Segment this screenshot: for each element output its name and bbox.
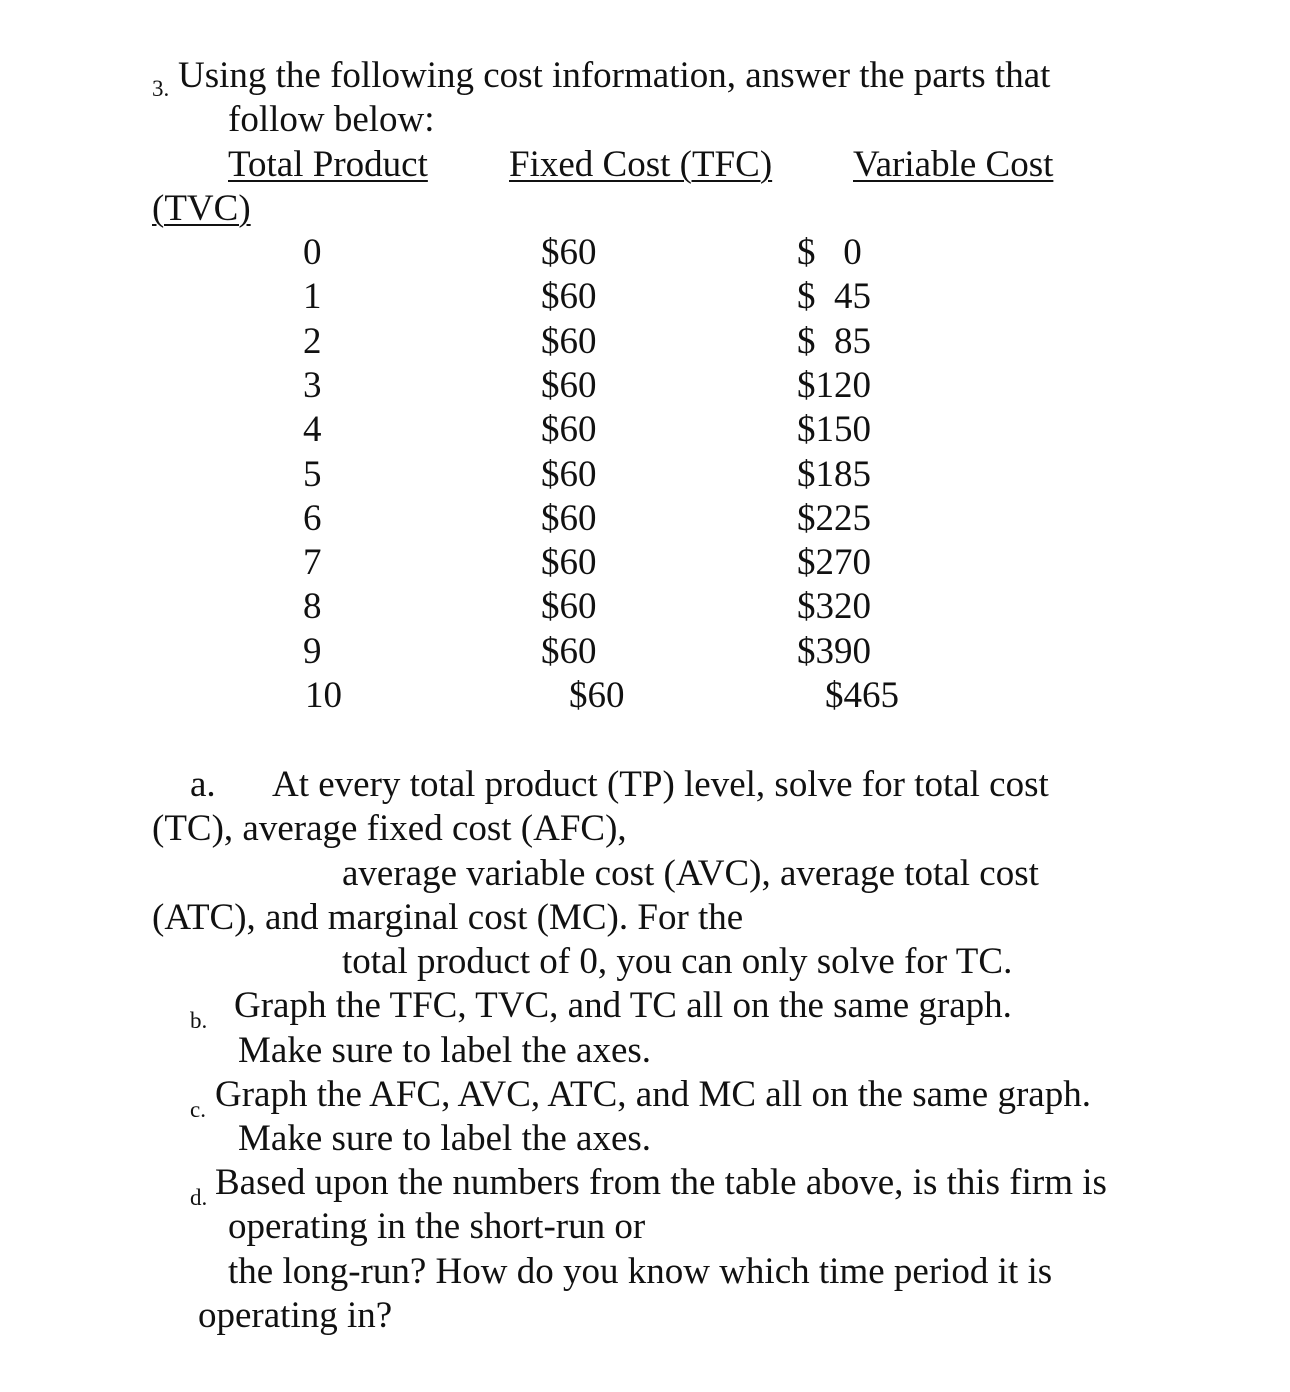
total-product-cell: 0 (303, 232, 322, 273)
variable-cost-cell: $ 85 (797, 321, 871, 362)
part-b-line1: Graph the TFC, TVC, and TC all on the same graph. (234, 985, 1012, 1026)
part-a-line4: (ATC), and marginal cost (MC). For the (152, 897, 744, 938)
total-product-cell: 2 (303, 321, 322, 362)
fixed-cost-cell: $60 (541, 498, 597, 539)
variable-cost-cell: $185 (797, 454, 871, 495)
part-a-line3: average variable cost (AVC), average total cost (342, 853, 1039, 894)
header-fixed-cost: Fixed Cost (TFC) (509, 144, 773, 185)
total-product-cell: 9 (303, 631, 322, 672)
fixed-cost-cell: $60 (541, 365, 597, 406)
total-product-cell: 7 (303, 542, 322, 583)
variable-cost-cell: $320 (797, 586, 871, 627)
fixed-cost-cell: $60 (541, 542, 597, 583)
variable-cost-cell: $150 (797, 409, 871, 450)
part-b-line2: Make sure to label the axes. (238, 1030, 652, 1071)
fixed-cost-cell: $60 (541, 232, 597, 273)
variable-cost-cell: $120 (797, 365, 871, 406)
part-a-line5: total product of 0, you can only solve for TC. (342, 941, 1013, 982)
total-product-cell: 8 (303, 586, 322, 627)
part-c-line2: Make sure to label the axes. (238, 1118, 652, 1159)
fixed-cost-cell: $60 (541, 631, 597, 672)
total-product-cell: 5 (303, 454, 322, 495)
part-a-line2: (TC), average fixed cost (AFC), (152, 808, 627, 849)
part-a-line1: At every total product (TP) level, solve for total cost (272, 764, 1049, 805)
question-intro-line2: follow below: (228, 99, 435, 140)
question-number: 3. (152, 76, 170, 101)
question-intro-line1: Using the following cost information, answer the parts that (178, 55, 1051, 96)
part-c-label: c. (190, 1097, 206, 1122)
fixed-cost-cell: $60 (569, 675, 625, 716)
part-d-line3: the long-run? How do you know which time period it is (228, 1251, 1053, 1292)
header-variable-cost: Variable Cost (853, 144, 1054, 185)
fixed-cost-cell: $60 (541, 276, 597, 317)
header-variable-cost-abbr: (TVC) (152, 188, 251, 229)
part-d-line2: operating in the short-run or (228, 1206, 646, 1247)
total-product-cell: 6 (303, 498, 322, 539)
part-d-line4: operating in? (198, 1295, 393, 1336)
variable-cost-cell: $390 (797, 631, 871, 672)
total-product-cell: 4 (303, 409, 322, 450)
header-total-product: Total Product (228, 144, 428, 185)
total-product-cell: 3 (303, 365, 322, 406)
fixed-cost-cell: $60 (541, 409, 597, 450)
variable-cost-cell: $465 (825, 675, 899, 716)
part-b-label: b. (190, 1008, 208, 1033)
part-d-line1: Based upon the numbers from the table above, is this firm is (215, 1162, 1107, 1203)
fixed-cost-cell: $60 (541, 586, 597, 627)
variable-cost-cell: $ 45 (797, 276, 871, 317)
part-d-label: d. (190, 1185, 208, 1210)
part-c-line1: Graph the AFC, AVC, ATC, and MC all on the same graph. (215, 1074, 1091, 1115)
variable-cost-cell: $270 (797, 542, 871, 583)
total-product-cell: 1 (303, 276, 322, 317)
variable-cost-cell: $ 0 (797, 232, 862, 273)
fixed-cost-cell: $60 (541, 321, 597, 362)
variable-cost-cell: $225 (797, 498, 871, 539)
total-product-cell: 10 (305, 675, 342, 716)
part-a-label: a. (190, 764, 216, 805)
fixed-cost-cell: $60 (541, 454, 597, 495)
